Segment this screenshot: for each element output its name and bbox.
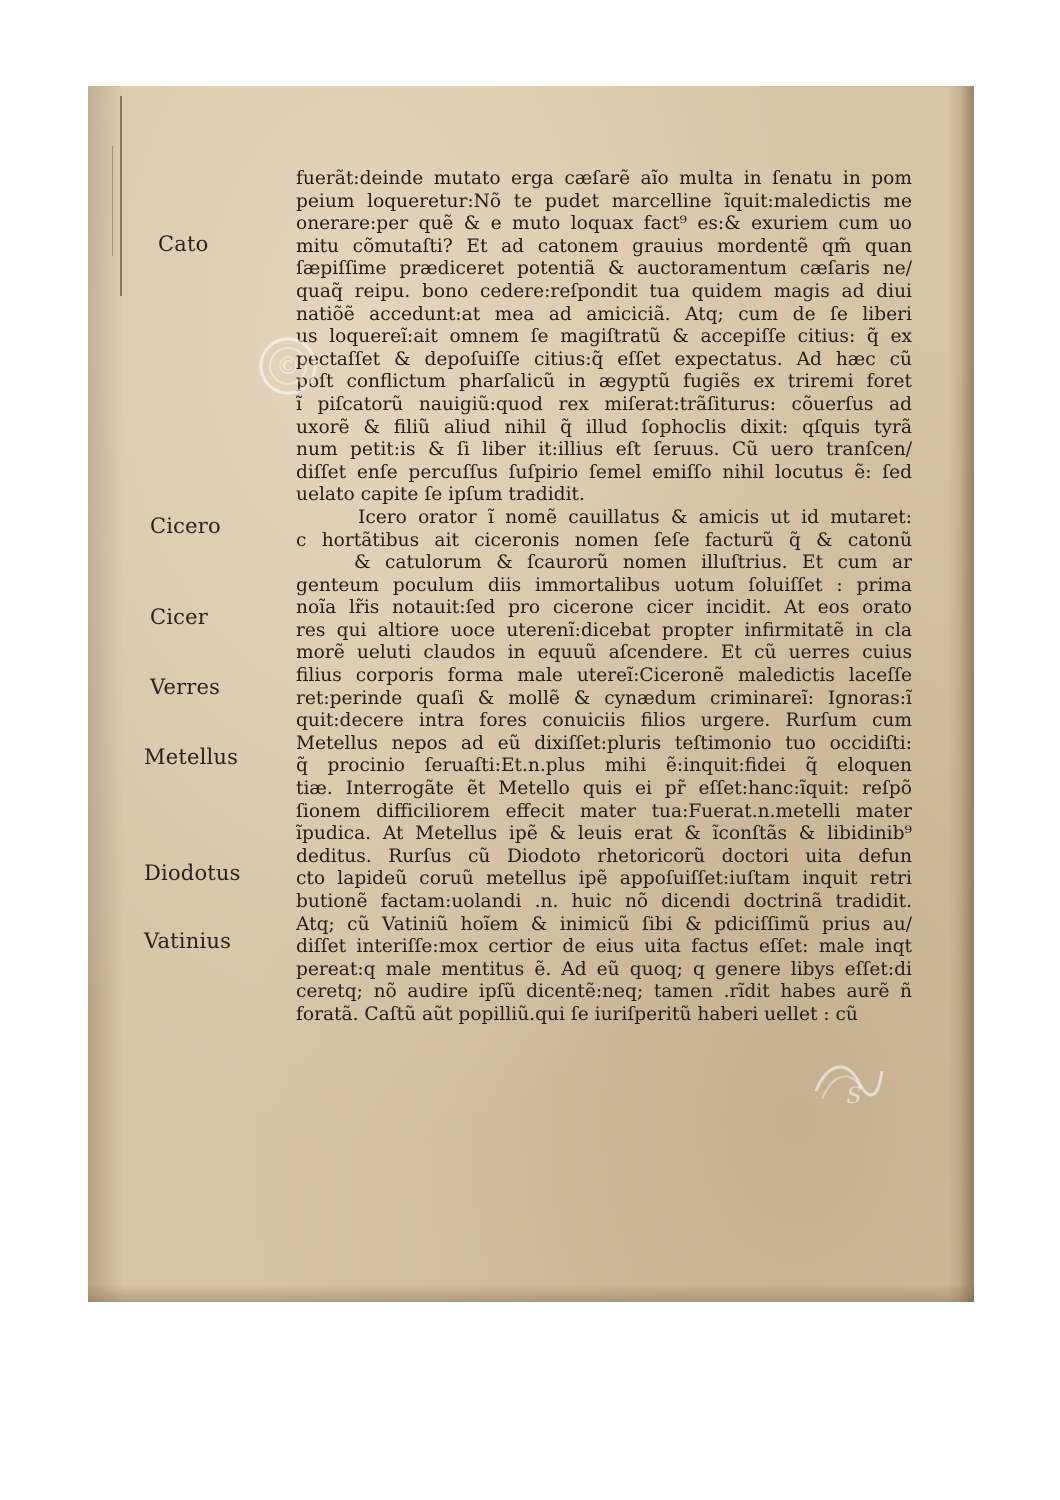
text-line: ĩpudica. At Metellus ipẽ & leuis erat & ĩconſtãs & libidinib⁹ bbox=[296, 823, 912, 845]
text-line: quit:decere intra fores conuiciis filios urgere. Rurſum cum bbox=[296, 710, 912, 732]
gutter-rule bbox=[120, 96, 122, 296]
text-line: foratã. Caſtũ aũt popilliũ.qui ſe iuriſperitũ haberi uellet : cũ bbox=[296, 1003, 858, 1025]
text-line: cto lapideũ coruũ metellus ipẽ appoſuiſſet:iuſtam inquit retri bbox=[296, 868, 912, 890]
text-line: & catulorum & ſcaurorũ nomen illuſtrius. Et cum ar bbox=[354, 552, 912, 574]
page-edge-bottom bbox=[88, 1284, 974, 1302]
watermark-icon bbox=[808, 1041, 888, 1111]
text-line: uelato capite ſe ipſum tradidit. bbox=[296, 484, 585, 506]
text-line: q̃ procinio ſeruaſti:Et.n.plus mihi ẽ:inquit:fidei q̃ eloquen bbox=[296, 755, 912, 777]
text-line: uxorẽ & filiũ aliud nihil q̃ illud ſophoclis dixit: qſquis tyrã bbox=[296, 416, 912, 438]
text-line: c hortãtibus ait ciceronis nomen ſeſe facturũ q̃ & catonũ bbox=[296, 529, 912, 551]
library-stamp-icon bbox=[256, 334, 320, 398]
text-line: tiæ. Interrogãte ẽt Metello quis ei pr̃ eſſet:hanc:ĩquit: reſpõ bbox=[296, 778, 912, 800]
marginal-note: Cicero bbox=[150, 514, 221, 538]
text-line: us loquereĩ:ait omnem ſe magiſtratũ & accepiſſe citius: q̃ ex bbox=[296, 326, 912, 348]
page-edge-right bbox=[960, 86, 974, 1302]
text-line: onerare:per quẽ & e muto loquax fact⁹ es:& exuriem cum uo bbox=[296, 213, 912, 235]
text-line: poſt conflictum pharſalicũ in ægyptũ fugiẽs ex triremi foret bbox=[296, 371, 912, 393]
text-line: ĩ piſcatorũ nauigiũ:quod rex miſerat:trãſiturus: cõuerſus ad bbox=[296, 393, 912, 415]
book-page bbox=[88, 86, 974, 1302]
text-line: diſſet interiſſe:mox certior de eius uita factus eſſet: male inqt bbox=[296, 936, 912, 958]
text-line: natiõẽ accedunt:at mea ad amiciciã. Atq; cum de ſe liberi bbox=[296, 303, 912, 325]
text-line: diſſet enſe percuſſus ſuſpirio ſemel emiſſo nihil locutus ẽ: ſed bbox=[296, 461, 912, 483]
text-line: filius corporis forma male utereĩ:Ciceronẽ maledictis laceſſe bbox=[296, 665, 912, 687]
stamp-text: © bbox=[276, 352, 300, 380]
text-line: res qui altiore uoce uterenĩ:dicebat propter infirmitatẽ in cla bbox=[296, 619, 912, 641]
text-line: Atq; cũ Vatiniũ hoĩem & inimicũ ſibi & pdiciſſimũ prius au/ bbox=[296, 913, 912, 935]
text-line: ceretq; nõ audire ipſũ dicentẽ:neq; tamen .rĩdit habes aurẽ ñ bbox=[296, 981, 912, 1003]
text-line: pereat:q male mentitus ẽ. Ad eũ quoq; q genere libys eſſet:di bbox=[296, 958, 912, 980]
text-line: deditus. Rurſus cũ Diodoto rhetoricorũ doctori uita defun bbox=[296, 845, 912, 867]
watermark-mark: S bbox=[846, 1084, 862, 1109]
text-line: ret:perinde quaſi & mollẽ & cynædum criminareĩ: Ignoras:ĩ bbox=[296, 687, 912, 709]
text-line: Icero orator ĩ nomẽ cauillatus & amicis ut id mutaret: bbox=[358, 506, 912, 528]
text-line: genteum poculum diis immortalibus uotum ſoluiſſet : prima bbox=[296, 574, 912, 596]
text-line: mitu cõmutaſti? Et ad catonem grauius mordentẽ qm̃ quan bbox=[296, 235, 912, 257]
text-line: quaq̃ reipu. bono cedere:reſpondit tua quidem magis ad diui bbox=[296, 280, 912, 302]
text-line: noĩa lr̃is notauit:ſed pro cicerone cicer incidit. At eos orato bbox=[296, 597, 912, 619]
text-line: ſionem difficiliorem effecit mater tua:Fuerat.n.metelli mater bbox=[296, 800, 912, 822]
text-line: pectaſſet & depoſuiſſe citius:q̃ eſſet expectatus. Ad hæc cũ bbox=[296, 348, 912, 370]
text-line: butionẽ factam:uolandi .n. huic nõ dicendi doctrinã tradidit. bbox=[296, 891, 912, 912]
text-line: ſæpiſſime prædiceret potentiã & auctoramentum cæſaris ne/ bbox=[296, 258, 912, 280]
text-line: morẽ ueluti claudos in equuũ aſcendere. Et cũ uerres cuius bbox=[296, 642, 912, 664]
text-line: Metellus nepos ad eũ dixiſſet:pluris teſtimonio tuo occidiſti: bbox=[296, 732, 912, 754]
marginal-note: Verres bbox=[150, 675, 221, 699]
main-text-block bbox=[296, 168, 912, 1027]
marginal-note: Cicer bbox=[150, 605, 209, 629]
text-line: fuerãt:deinde mutato erga cæſarẽ aĩo multa in ſenatu in pom bbox=[296, 168, 912, 189]
marginal-note: Diodotus bbox=[144, 861, 241, 885]
text-line: num petit:is & ſi liber it:illius eſt ſeruus. Cũ uero tranſcen/ bbox=[296, 439, 912, 461]
marginal-note: Vatinius bbox=[144, 929, 232, 953]
gutter-rule-secondary bbox=[112, 146, 113, 256]
marginal-note: Cato bbox=[158, 232, 209, 256]
text-line: peium loqueretur:Nõ te pudet marcelline ĩquit:maledictis me bbox=[296, 190, 912, 212]
marginal-note: Metellus bbox=[144, 745, 239, 769]
